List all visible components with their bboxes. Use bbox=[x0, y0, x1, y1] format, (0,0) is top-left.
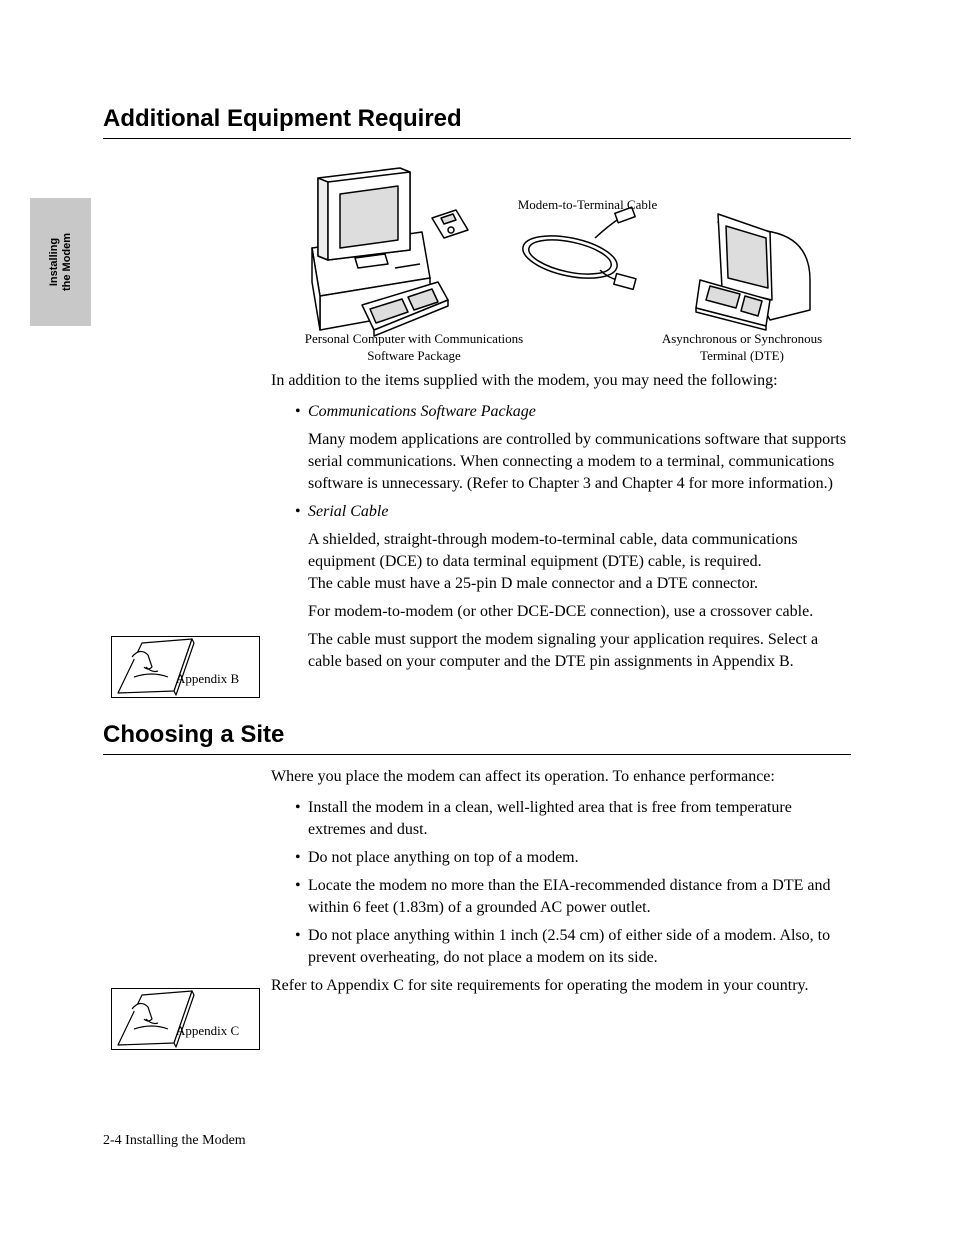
book-icon bbox=[112, 989, 259, 1049]
book-icon bbox=[112, 637, 259, 697]
list-item: • Locate the modem no more than the EIA-recommended distance from a DTE and within 6 feet (1.83m) of a grounded AC power outlet. bbox=[271, 875, 851, 919]
appendix-b-label: Appendix B bbox=[176, 671, 240, 686]
item-title: Communications Software Package bbox=[308, 403, 536, 420]
appendix-c-label: Appendix C bbox=[176, 1023, 240, 1038]
cable-icon bbox=[519, 207, 636, 289]
site-intro: Where you place the modem can affect its operation. To enhance performance: bbox=[271, 768, 775, 785]
terminal-icon bbox=[696, 214, 810, 330]
floppy-disk-icon bbox=[432, 210, 468, 238]
item-description: The cable must support the modem signaling your application requires. Select a cable based on your computer and the DTE pin assignments in Appendix B. bbox=[308, 631, 819, 670]
side-tab bbox=[30, 198, 91, 326]
item-description: For modem-to-modem (or other DCE-DCE connection), use a crossover cable. bbox=[308, 603, 814, 620]
site-closing: Refer to Appendix C for site requirements for operating the modem in your country. bbox=[271, 977, 809, 994]
section-heading-site: Choosing a Site bbox=[103, 720, 851, 755]
list-item: • Do not place anything on top of a modem. bbox=[271, 847, 851, 869]
equipment-figure bbox=[270, 160, 850, 370]
side-tab-label: Installing the Modem bbox=[47, 232, 73, 292]
item-title: Serial Cable bbox=[308, 503, 389, 520]
cable-caption: Modem-to-Terminal Cable bbox=[517, 197, 658, 212]
list-item: • Do not place anything within 1 inch (2.54 cm) of either side of a modem. Also, to prevent overheating, do not place a modem on its side. bbox=[271, 925, 851, 969]
list-item bbox=[271, 401, 851, 423]
page-footer: 2-4 Installing the Modem bbox=[103, 1133, 246, 1148]
equipment-intro: In addition to the items supplied with the modem, you may need the following: bbox=[271, 372, 778, 389]
pc-icon bbox=[312, 168, 448, 336]
item-description: A shielded, straight-through modem-to-terminal cable, data communications equipment (DCE) to data terminal equipment (DTE) cable, is required. The cable must have a 25-pin D male connector and a DTE connector. bbox=[308, 531, 798, 592]
list-item: • Install the modem in a clean, well-lighted area that is free from temperature extremes and dust. bbox=[271, 797, 851, 841]
equipment-body bbox=[271, 370, 851, 673]
pc-caption: Personal Computer with Communications Software Package bbox=[304, 331, 524, 363]
terminal-caption: Asynchronous or Synchronous Terminal (DTE) bbox=[661, 331, 823, 363]
item-description: Many modem applications are controlled by communications software that supports serial communications. When connecting a modem to a terminal, communications software is unnecessary. (Refer to Chapter 3 and Chapter 4 for more information.) bbox=[308, 431, 847, 492]
appendix-c-reference bbox=[111, 988, 260, 1050]
appendix-b-reference bbox=[111, 636, 260, 698]
section-heading-equipment: Additional Equipment Required bbox=[103, 104, 851, 139]
list-item bbox=[271, 501, 851, 523]
site-body bbox=[271, 766, 851, 997]
